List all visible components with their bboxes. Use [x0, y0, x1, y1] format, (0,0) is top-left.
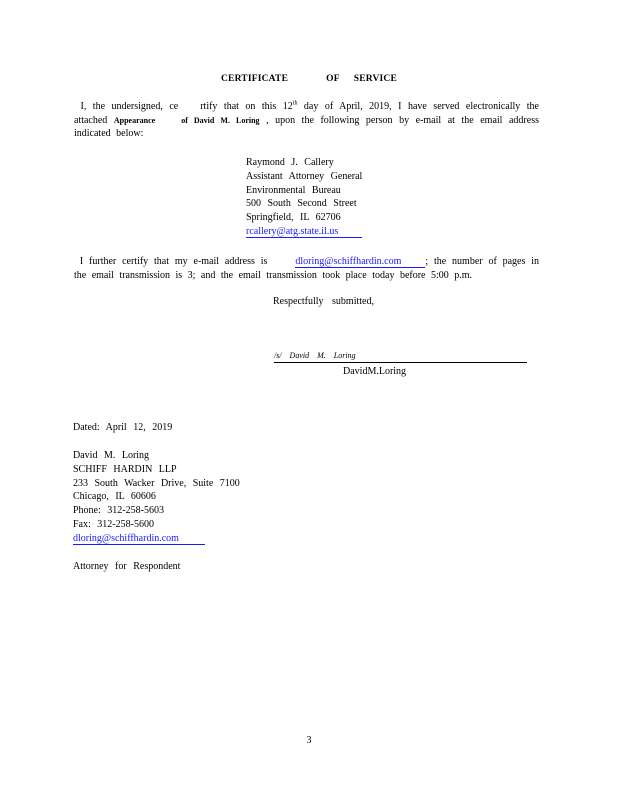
certify-email-link[interactable]: dloring@schiffhardin.com: [295, 257, 425, 268]
intro-paragraph: [74, 100, 539, 141]
closing-text: Respectfully submitted,: [273, 296, 374, 307]
title-part-service: SERVICE: [353, 74, 398, 84]
title-part-of: OF: [326, 74, 340, 84]
recipient-email-link[interactable]: rcallery@atg.state.il.us: [246, 227, 362, 238]
attorney-fax: Fax: 312-258-5600: [73, 518, 154, 530]
certify-text-a: I further certify that my e-mail address is: [79, 256, 268, 267]
certify-paragraph: [74, 255, 539, 282]
document-title: [0, 74, 618, 84]
recipient-title: Assistant Attorney General: [246, 170, 363, 182]
intro-superscript: th: [292, 100, 298, 107]
recipient-street: 500 South Second Street: [246, 198, 357, 210]
attorney-city: Chicago, IL 60606: [73, 491, 156, 503]
page-number: 3: [306, 735, 312, 746]
attorney-role: Attorney for Respondent: [73, 561, 181, 572]
intro-doc-of: of David M. Loring: [181, 115, 260, 125]
certify-text-b: ; the number of pages in the email transmission is 3; and the email transmission took place today before 5:00 p.m.: [74, 256, 540, 281]
recipient-address-block: [246, 156, 362, 239]
attorney-block: [73, 449, 240, 546]
attorney-phone: Phone: 312-258-5603: [73, 505, 164, 517]
dated-line: Dated: April 12, 2019: [73, 422, 173, 433]
attorney-name: David M. Loring: [73, 450, 150, 461]
intro-doc-name: Appearance: [113, 115, 156, 125]
attorney-firm: SCHIFF HARDIN LLP: [73, 463, 177, 475]
attorney-email-link[interactable]: dloring@schiffhardin.com: [73, 534, 205, 545]
recipient-bureau: Environmental Bureau: [246, 184, 341, 196]
title-part-certificate: CERTIFICATE: [220, 74, 289, 84]
intro-text-d: , upon the following person by e-mail at the email address indicated below:: [74, 114, 539, 139]
intro-text-c: day of April, 2019, I have served electronically the attached: [74, 101, 539, 126]
signature-line: /s/ David M. Loring: [274, 351, 527, 363]
attorney-street: 233 South Wacker Drive, Suite 7100: [73, 477, 240, 489]
signature-name: DavidM.Loring: [343, 366, 407, 377]
recipient-city: Springfield, IL 62706: [246, 212, 341, 224]
intro-text-a: I, the undersigned, ce: [80, 101, 179, 112]
recipient-name: Raymond J. Callery: [246, 157, 334, 168]
intro-text-b: rtify that on this 12: [200, 101, 293, 112]
